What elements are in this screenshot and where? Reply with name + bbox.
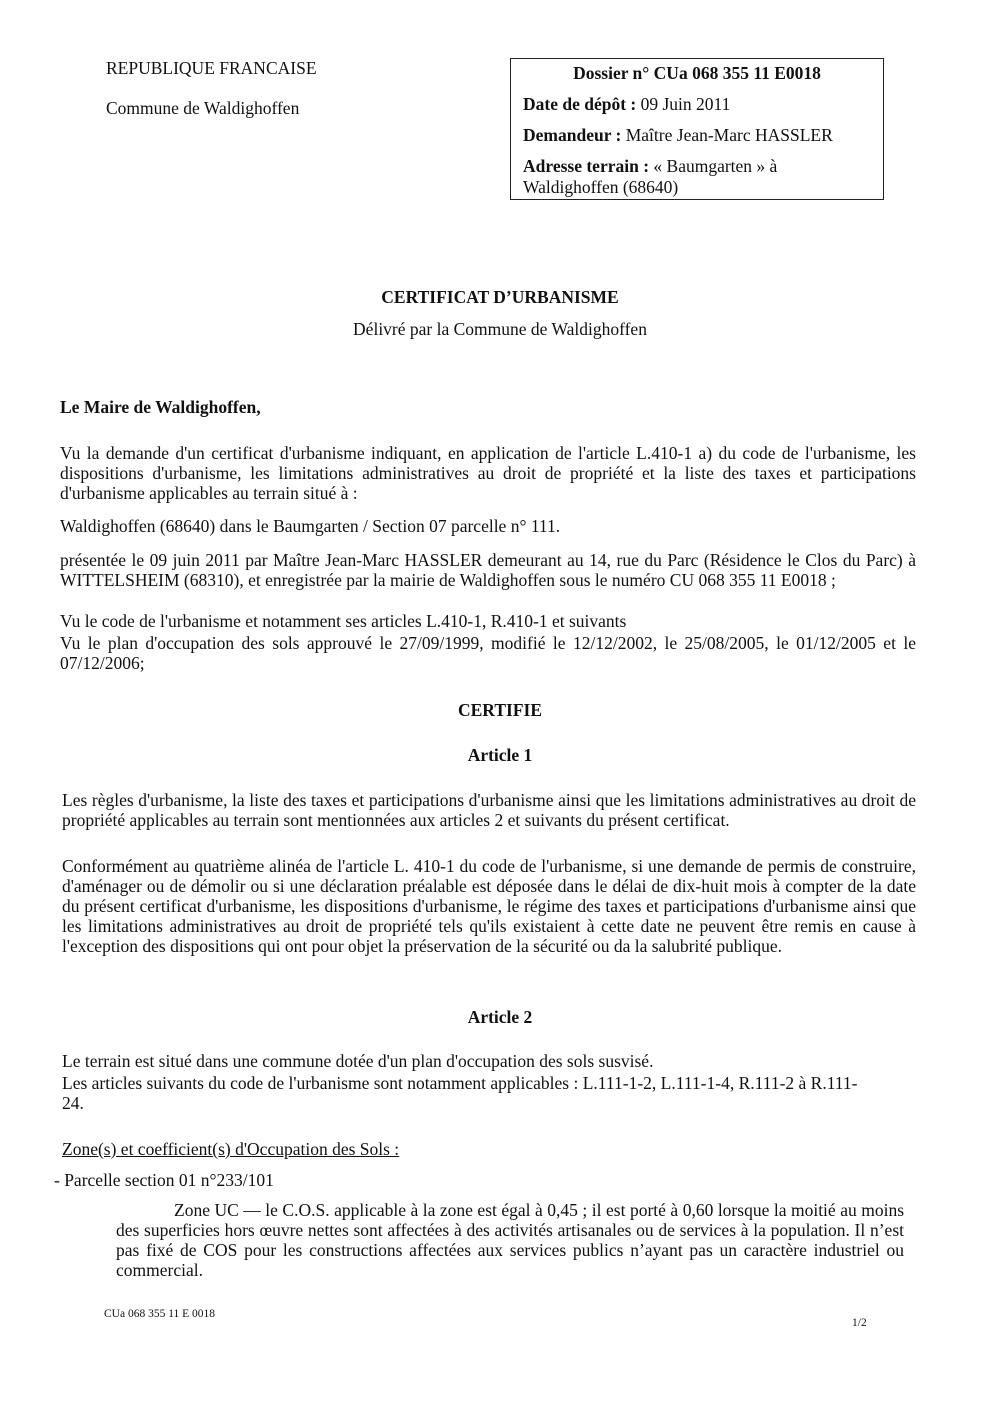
- issuer-block: [106, 58, 317, 138]
- article-2-paragraph-2: Les articles suivants du code de l'urbanisme sont notamment applicables : L.111-1-2, L.111-1-4, R.111-2 à R.111-24.: [62, 1073, 858, 1113]
- applicant-label: Demandeur :: [523, 125, 622, 145]
- vu-demande-paragraph: Vu la demande d'un certificat d'urbanisme indiquant, en application de l'article L.410-1 a) du code de l'urbanisme, les dispositions d'urbanisme, les limitations administratives au droit de propriété et la liste des taxes et participations d'urbanisme applicables au terrain situé à :: [60, 443, 916, 503]
- applicant-row: [523, 125, 883, 146]
- document-title: CERTIFICAT D’URBANISME: [381, 287, 619, 307]
- certifie-heading: CERTIFIE: [458, 700, 542, 720]
- deposit-date-row: [523, 94, 883, 115]
- deposit-date-value: 09 Juin 2011: [636, 94, 731, 114]
- address-value: « Baumgarten » à: [649, 156, 778, 176]
- dossier-number: Dossier n° CUa 068 355 11 E0018: [573, 63, 821, 83]
- article-2-heading: Article 2: [467, 1007, 533, 1027]
- address-row: [523, 156, 883, 198]
- address-label: Adresse terrain :: [523, 156, 650, 176]
- zone-uc-paragraph: Zone UC — le C.O.S. applicable à la zone est égal à 0,45 ; il est porté à 0,60 lorsque la moitié au moins des superficies hors œuvre nettes sont affectées à des activités artisanales ou de services à la population. Il n’est pas fixé de COS pour les constructions affectées aux services publics n’ayant pas un caractère industriel ou commercial.: [116, 1200, 904, 1280]
- republic-label: REPUBLIQUE FRANCAISE: [106, 58, 317, 78]
- article-2-paragraph-1: Le terrain est situé dans une commune dotée d'un plan d'occupation des sols susvisé.: [62, 1051, 654, 1071]
- terrain-location: Waldighoffen (68640) dans le Baumgarten / Section 07 parcelle n° 111.: [60, 516, 561, 536]
- footer-reference: CUa 068 355 11 E 0018: [104, 1308, 216, 1320]
- page-number: 1/2: [852, 1317, 867, 1329]
- maire-heading: Le Maire de Waldighoffen,: [60, 397, 261, 417]
- parcelle-line: - Parcelle section 01 n°233/101: [54, 1170, 274, 1190]
- deposit-date-label: Date de dépôt :: [523, 94, 637, 114]
- applicant-value: Maître Jean-Marc HASSLER: [621, 125, 833, 145]
- vu-code-line: Vu le code de l'urbanisme et notamment ses articles L.410-1, R.410-1 et suivants: [60, 611, 627, 631]
- dossier-box: [510, 58, 884, 200]
- article-1-paragraph-1: Les règles d'urbanisme, la liste des taxes et participations d'urbanisme ainsi que les limitations administratives au droit de propriété applicables au terrain sont mentionnées aux articles 2 et suivants du présent certificat.: [62, 790, 916, 830]
- address-value-line2: Waldighoffen (68640): [523, 177, 679, 197]
- article-1-heading: Article 1: [467, 745, 533, 765]
- article-1-paragraph-2: Conformément au quatrième alinéa de l'article L. 410-1 du code de l'urbanisme, si une demande de permis de construire, d'aménager ou de démolir ou si une déclaration préalable est déposée dans le délai de dix-huit mois à compter de la date du présent certificat d'urbanisme, les dispositions d'urbanisme, le régime des taxes et participations d'urbanisme ainsi que les limitations administratives au droit de propriété tels qu'ils existaient à cette date ne peuvent être remis en cause à l'exception des dispositions qui ont pour objet la préservation de la sécurité ou da la salubrité publique.: [62, 856, 916, 956]
- commune-label: Commune de Waldighoffen: [106, 98, 300, 118]
- vu-plan-paragraph: Vu le plan d'occupation des sols approuvé le 27/09/1999, modifié le 12/12/2002, le 25/08/2005, le 01/12/2005 et le 07/12/2006;: [60, 633, 916, 673]
- document-subtitle: Délivré par la Commune de Waldighoffen: [353, 319, 647, 339]
- zones-heading: Zone(s) et coefficient(s) d'Occupation des Sols :: [62, 1139, 400, 1159]
- presentee-paragraph: présentée le 09 juin 2011 par Maître Jean-Marc HASSLER demeurant au 14, rue du Parc (Résidence le Clos du Parc) à WITTELSHEIM (68310), et enregistrée par la mairie de Waldighoffen sous le numéro CU 068 355 11 E0018 ;: [60, 550, 916, 590]
